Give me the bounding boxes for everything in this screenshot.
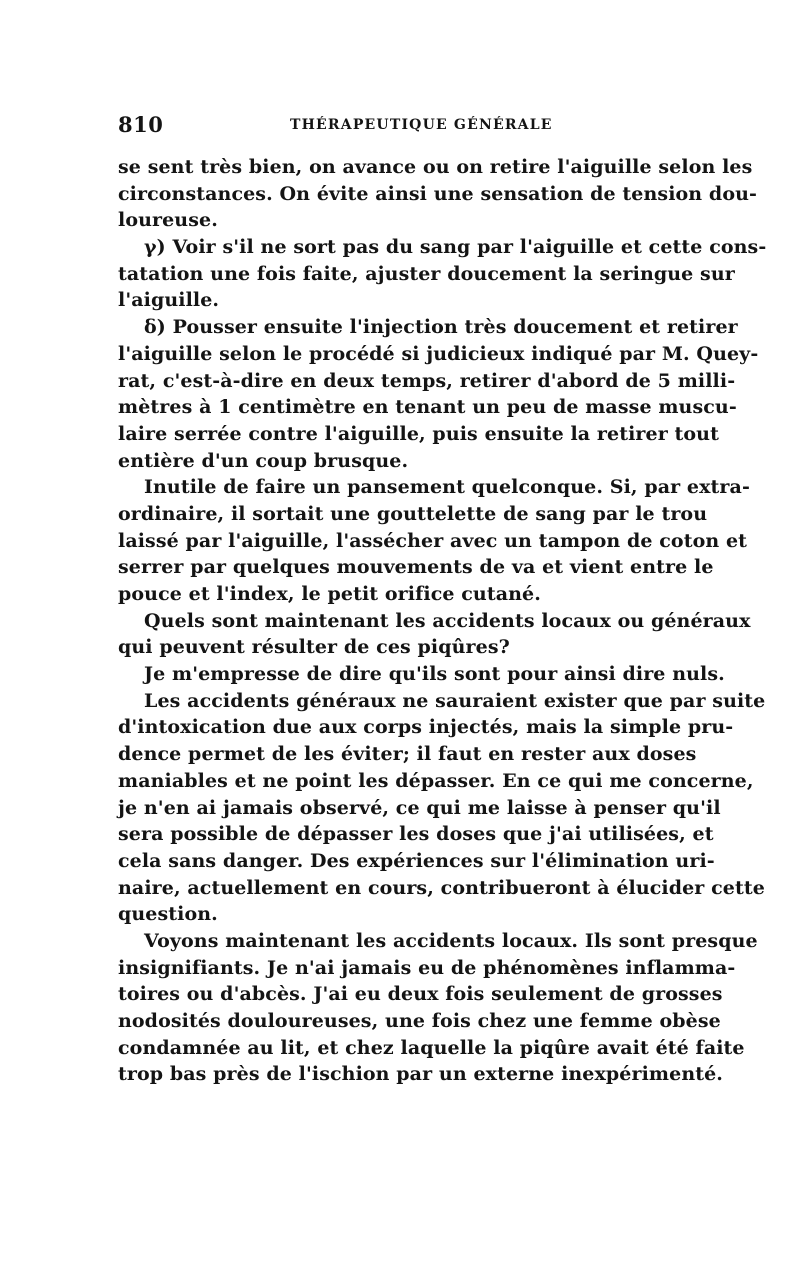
text-line: entière d'un coup brusque. [118,449,409,472]
text-line: Les accidents généraux ne sauraient exister que par suite [144,689,766,712]
text-line: laissé par l'aiguille, l'assécher avec un tampon de coton et [118,529,748,552]
text-line: se sent très bien, on avance ou on retire l'aiguille selon les [118,156,753,178]
text-line: loureuse. [118,209,218,232]
text-line: circonstances. On évite ainsi une sensation de tension dou- [118,182,757,205]
text-line: mètres à 1 centimètre en tenant un peu de masse muscu- [118,396,737,419]
text-line: l'aiguille. [118,289,220,312]
running-head [118,112,674,142]
text-line: tatation une fois faite, ajuster doucement la seringue sur [118,262,735,285]
text-line: je n'en ai jamais observé, ce qui me laisse à penser qu'il [118,796,721,819]
text-line: trop bas près de l'ischion par un externe inexpérimenté. [118,1063,724,1086]
text-line: ordinaire, il sortait une gouttelette de sang par le trou [118,502,708,525]
text-line: l'aiguille selon le procédé si judicieux indiqué par M. Quey- [118,342,759,365]
text-line: question. [118,903,218,926]
text-line: nodosités douloureuses, une fois chez une femme obèse [118,1010,721,1032]
text-line: qui peuvent résulter de ces piqûres? [118,636,510,659]
text-line: d'intoxication due aux corps injectés, mais la simple pru- [118,716,734,739]
text-line: Je m'empresse de dire qu'ils sont pour ainsi dire nuls. [144,663,725,686]
text-line: condamnée au lit, et chez laquelle la piqûre avait été faite [118,1036,745,1059]
running-title: THÉRAPEUTIQUE GÉNÉRALE [290,117,553,133]
text-line: laire serrée contre l'aiguille, puis ensuite la retirer tout [118,422,719,445]
text-line: rat, c'est-à-dire en deux temps, retirer d'abord de 5 milli- [118,369,736,392]
text-line: γ) Voir s'il ne sort pas du sang par l'aiguille et cette cons- [144,236,767,259]
text-line: insignifiants. Je n'ai jamais eu de phénomènes inflamma- [118,956,736,979]
text-line: toires ou d'abcès. J'ai eu deux fois seulement de grosses [118,983,723,1006]
text-line: sera possible de dépasser les doses que j'ai utilisées, et [118,823,714,846]
text-line: pouce et l'index, le petit orifice cutané. [118,583,541,605]
text-line: naire, actuellement en cours, contribueront à élucider cette [118,876,765,899]
text-line: Voyons maintenant les accidents locaux. Ils sont presque [144,929,758,952]
text-line: Quels sont maintenant les accidents locaux ou généraux [144,609,751,632]
page-number: 810 [118,112,164,137]
text-line: serrer par quelques mouvements de va et vient entre le [118,556,714,579]
text-line: δ) Pousser ensuite l'injection très doucement et retirer [144,316,738,339]
text-line: Inutile de faire un pansement quelconque. Si, par extra- [144,476,750,499]
body-text [118,154,767,1088]
text-line: dence permet de les éviter; il faut en rester aux doses [118,743,697,766]
text-line: maniables et ne point les dépasser. En ce qui me concerne, [118,769,754,792]
text-line: cela sans danger. Des expériences sur l'élimination uri- [118,849,715,872]
